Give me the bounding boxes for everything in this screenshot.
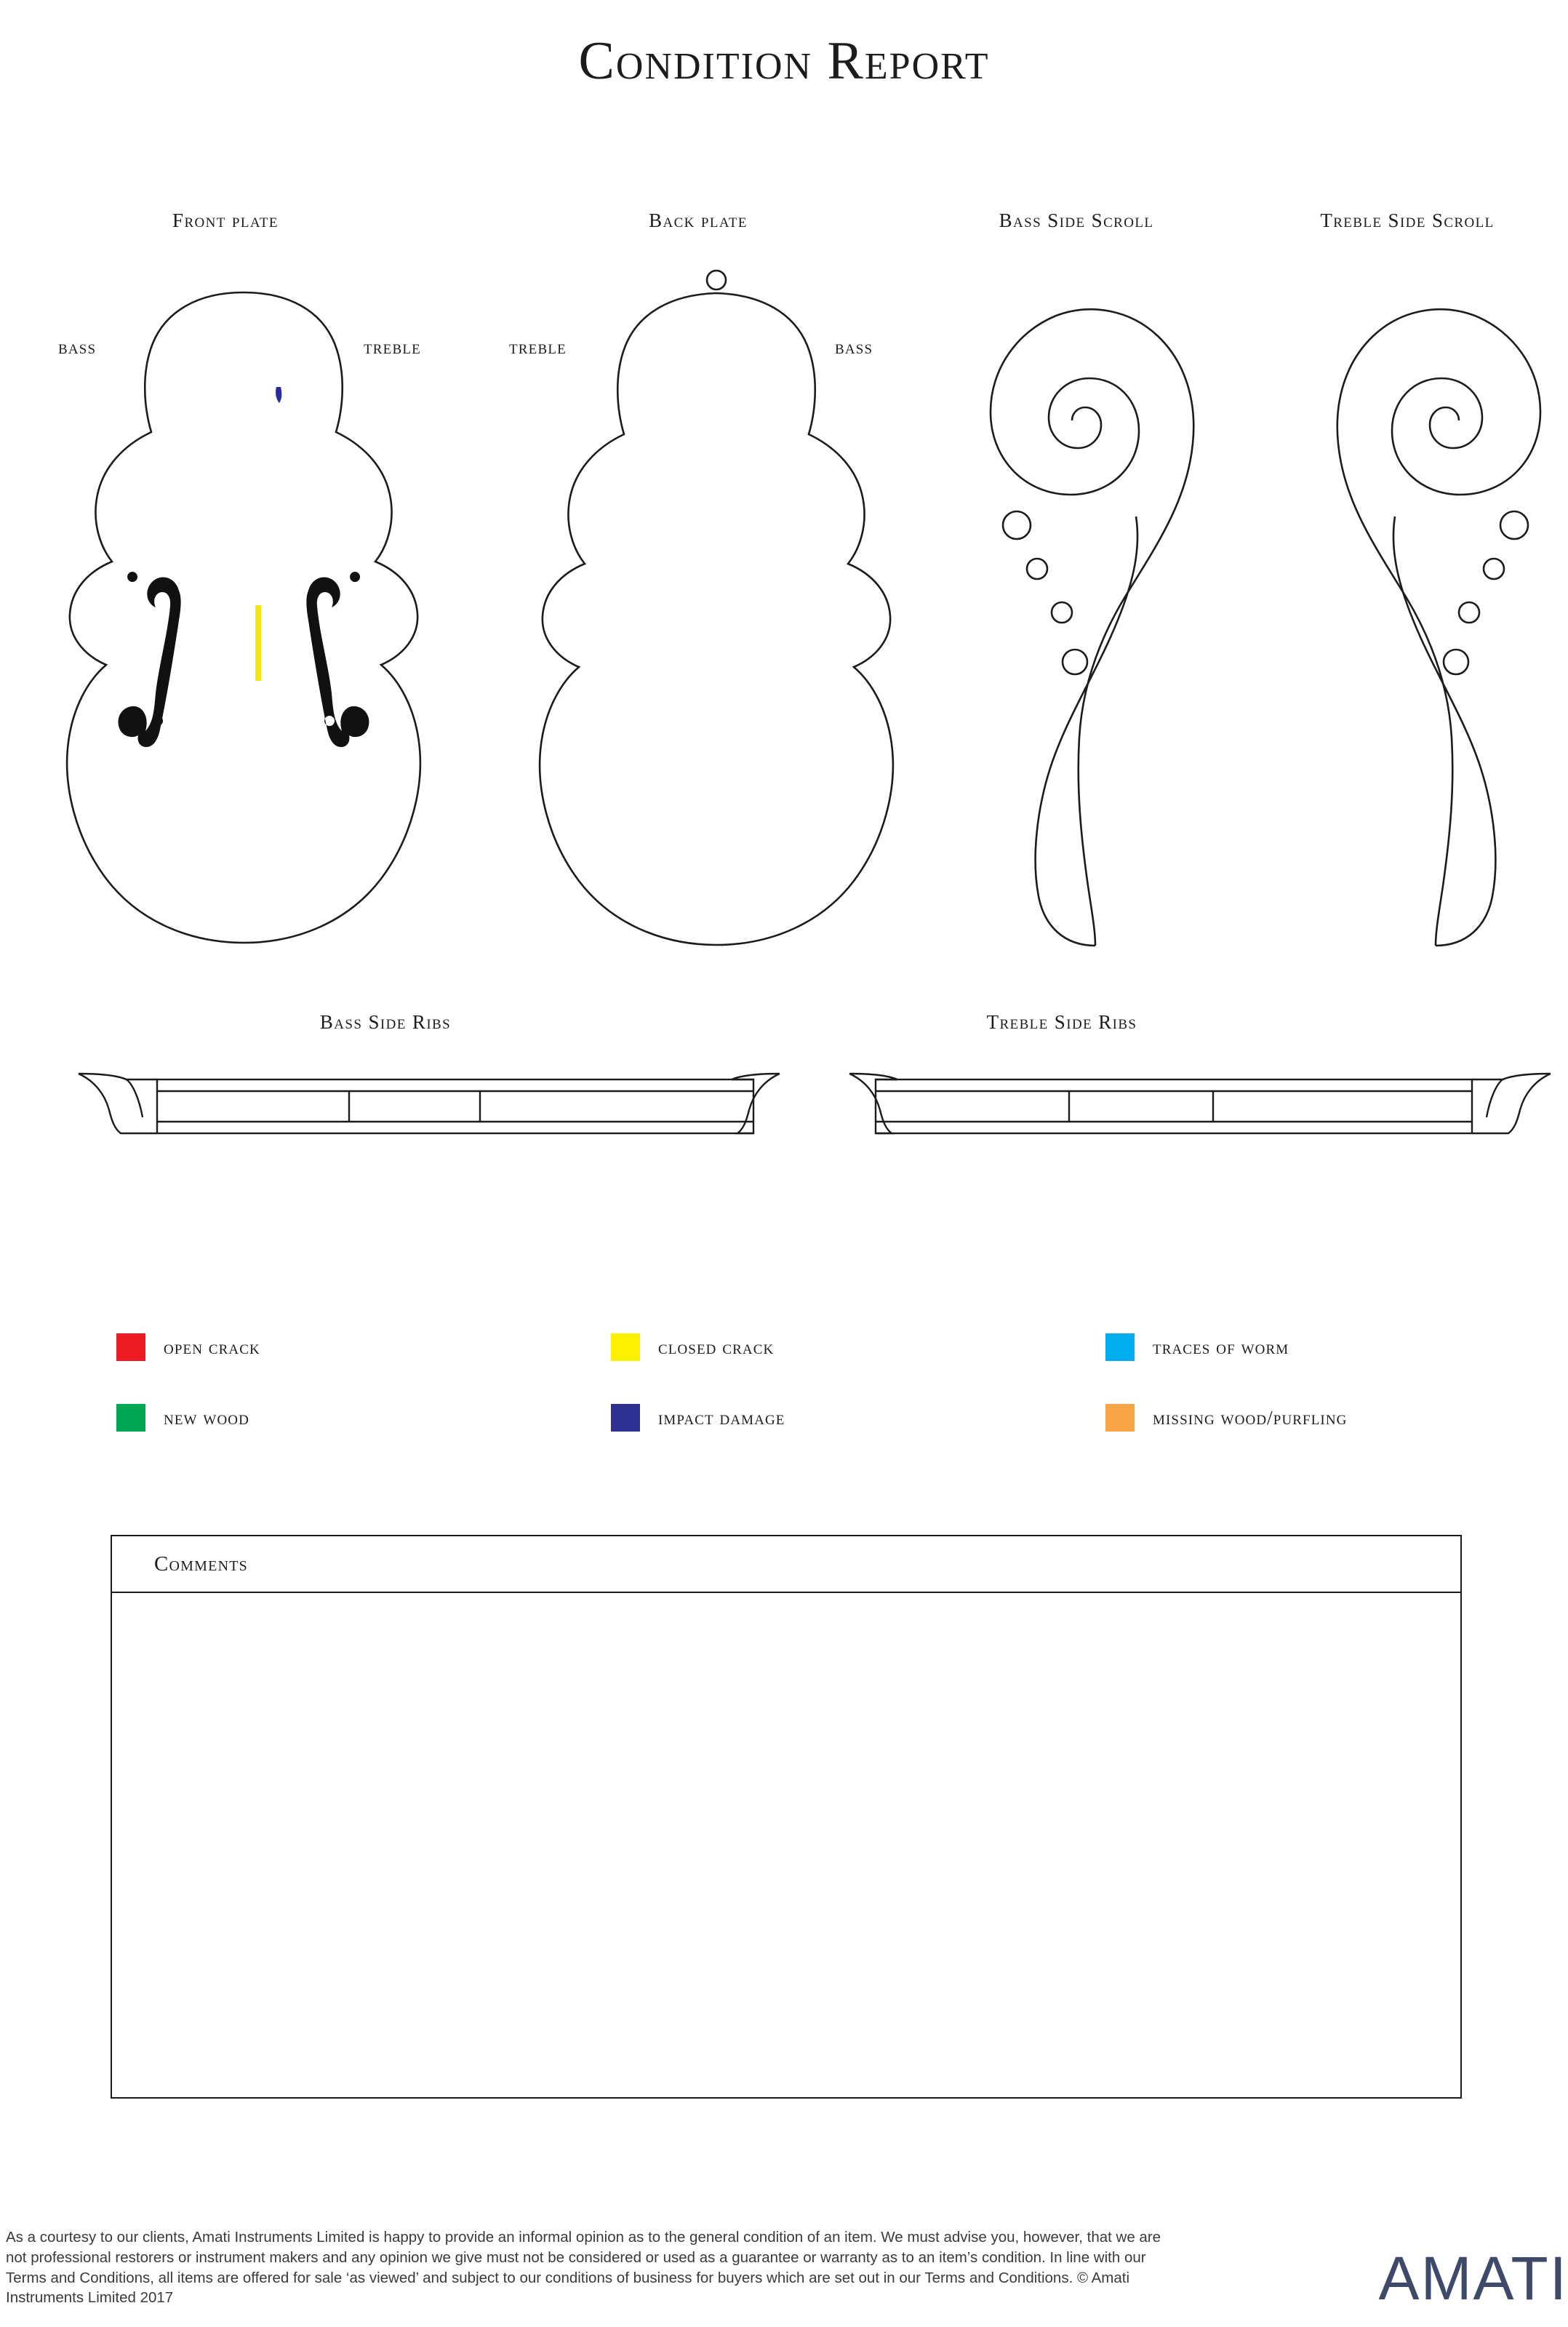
- legend-item-traces-of-worm: [1105, 1333, 1289, 1361]
- front-plate-diagram[interactable]: [36, 276, 451, 953]
- comments-box: [111, 1535, 1462, 2099]
- back-plate-diagram[interactable]: [509, 266, 924, 957]
- back-plate-bass-label: BASS: [835, 342, 873, 357]
- bass-side-ribs-diagram[interactable]: [73, 1040, 785, 1142]
- legend-label-impact-damage: impact damage: [658, 1406, 785, 1429]
- legend-label-traces-of-worm: traces of worm: [1153, 1336, 1289, 1358]
- legend: [109, 1328, 1505, 1429]
- caption-treble-side-ribs: Treble Side Ribs: [986, 1011, 1137, 1033]
- caption-bass-side-ribs: Bass Side Ribs: [319, 1011, 452, 1033]
- page-title: Condition Report: [578, 31, 990, 91]
- front-plate-bass-label: BASS: [58, 342, 97, 357]
- bass-side-scroll-diagram[interactable]: [975, 269, 1251, 953]
- legend-label-open-crack: open crack: [164, 1336, 260, 1358]
- legend-item-impact-damage: [611, 1404, 785, 1432]
- legend-item-missing-wood: [1105, 1404, 1347, 1432]
- legend-label-missing-wood: missing wood/purfling: [1153, 1406, 1348, 1429]
- mark-impact-damage: [276, 387, 281, 403]
- treble-side-scroll-diagram[interactable]: [1280, 269, 1556, 953]
- legend-swatch-traces-of-worm: [1105, 1333, 1135, 1361]
- comments-input[interactable]: [112, 1593, 1460, 2097]
- legend-swatch-missing-wood: [1105, 1404, 1135, 1432]
- caption-front-plate: Front plate: [172, 209, 279, 231]
- back-plate-treble-label: TREBLE: [509, 342, 567, 357]
- mark-closed-crack: [255, 605, 261, 681]
- legend-label-closed-crack: closed crack: [658, 1336, 775, 1358]
- legend-swatch-closed-crack: [611, 1333, 640, 1361]
- legend-swatch-open-crack: [116, 1333, 145, 1361]
- amati-logo: AMATI: [1378, 2244, 1568, 2313]
- legend-item-open-crack: [116, 1333, 260, 1361]
- caption-back-plate: Back plate: [649, 209, 748, 231]
- legend-item-closed-crack: [611, 1333, 774, 1361]
- footer-disclaimer: As a courtesy to our clients, Amati Instruments Limited is happy to provide an informal opinion as to the general condition of an item. We must advise you, however, that we are not professional restorers or instrument makers and any opinion we give must not be considered or used as a guarantee or warranty as to an item’s condition. In line with our Terms and Conditions, all items are offered for sale ‘as viewed’ and subject to our conditions of business for buyers which are set out in our Terms and Conditions. © Amati Instruments Limited 2017: [6, 2229, 1161, 2307]
- treble-side-ribs-diagram[interactable]: [822, 1040, 1556, 1142]
- comments-title: Comments: [154, 1552, 248, 1576]
- legend-swatch-impact-damage: [611, 1404, 640, 1432]
- caption-bass-side-scroll: Bass Side Scroll: [999, 209, 1154, 231]
- legend-label-new-wood: new wood: [164, 1406, 249, 1429]
- comments-header: [112, 1536, 1460, 1593]
- caption-treble-side-scroll: Treble Side Scroll: [1320, 209, 1495, 231]
- legend-swatch-new-wood: [116, 1404, 145, 1432]
- legend-item-new-wood: [116, 1404, 249, 1432]
- front-plate-treble-label: TREBLE: [364, 342, 421, 357]
